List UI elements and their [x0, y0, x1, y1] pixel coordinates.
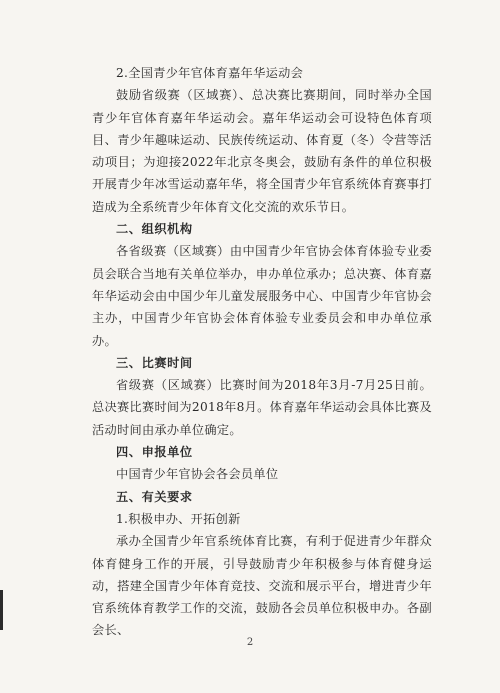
paragraph-organization: 各省级赛（区域赛）由中国青少年官协会体育体验专业委员会联合当地有关单位举办，申办单位承办；总决赛、体育嘉年华运动会由中国少年儿童发展服务中心、中国青少年官协会主办，中国青少年官协会体育体验专业委员会和申办单位承办。	[92, 244, 432, 348]
heading-schedule: 三、比赛时间	[116, 355, 193, 370]
heading-applicants: 四、申报单位	[116, 445, 193, 460]
paragraph-applicants: 中国青少年官协会各会员单位	[116, 467, 279, 482]
scan-edge-mark	[0, 590, 3, 630]
paragraph-innovation: 承办全国青少年官系统体育比赛，有利于促进青少年群众体育健身工作的开展，引导鼓励青少年积极参与体育健身运动，搭建全国青少年体育竞技、交流和展示平台，增进青少年官系统体育教学工作的交流，鼓励各会员单位积极申办。各副会长、	[92, 534, 432, 638]
subheading-carnival: 2.全国青少年官体育嘉年华运动会	[116, 66, 304, 80]
page-number: 2	[246, 637, 254, 648]
paragraph-carnival: 鼓励省级赛（区域赛）、总决赛比赛期间，同时举办全国青少年官体育嘉年华运动会。嘉年华运动会可设特色体育项目、青少年趣味运动、民族传统运动、体育夏（冬）令营等活动项目；为迎接2022年北京冬奥会，鼓励有条件的单位积极开展青少年冰雪运动嘉年华，将全国青少年官系统体育赛事打造成为全系统青少年体育文化交流的欢乐节日。	[92, 88, 432, 214]
heading-organization: 二、组织机构	[116, 222, 193, 237]
heading-requirements: 五、有关要求	[116, 489, 193, 504]
subheading-innovation: 1.积极申办、开拓创新	[116, 511, 241, 526]
paragraph-schedule: 省级赛（区域赛）比赛时间为2018年3月-7月25日前。总决赛比赛时间为2018年8月。体育嘉年华运动会具体比赛及活动时间由承办单位确定。	[92, 378, 432, 437]
document-body	[92, 62, 432, 642]
